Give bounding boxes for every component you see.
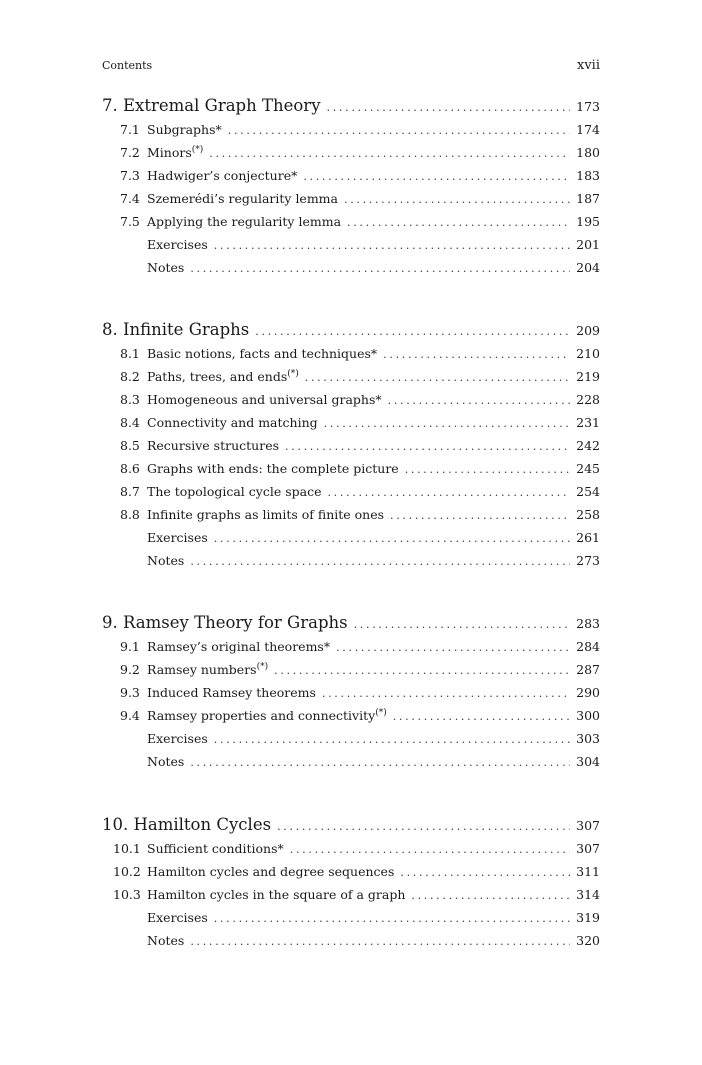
leader-dots — [214, 912, 570, 925]
chapter-title: 9. Ramsey Theory for Graphs — [102, 613, 348, 632]
toc-section[interactable] — [102, 214, 600, 237]
section-number: 8.5 — [120, 438, 140, 453]
section-title: Szemerédi’s regularity lemma — [147, 191, 338, 206]
toc-section[interactable] — [102, 369, 600, 392]
section-page: 311 — [576, 864, 600, 879]
toc-section[interactable] — [102, 864, 600, 887]
section-page: 300 — [576, 708, 600, 723]
section-number: 8.4 — [120, 415, 140, 430]
chapter-heading[interactable] — [102, 613, 600, 639]
leader-dots — [228, 124, 570, 137]
exercises-page: 201 — [576, 237, 600, 252]
chapter-page: 283 — [576, 616, 600, 631]
leader-dots — [411, 889, 570, 902]
exercises-title: Exercises — [147, 530, 208, 545]
section-page: 187 — [576, 191, 600, 206]
section-number: 9.1 — [120, 639, 140, 654]
toc-exercises[interactable] — [102, 530, 600, 553]
chapter-10 — [102, 815, 600, 956]
exercises-page: 261 — [576, 530, 600, 545]
toc-section[interactable] — [102, 507, 600, 530]
section-title: Ramsey’s original theorems* — [147, 639, 331, 654]
section-title: The topological cycle space — [147, 484, 322, 499]
chapter-heading[interactable] — [102, 320, 600, 346]
leader-dots — [303, 170, 570, 183]
leader-dots — [214, 532, 570, 545]
leader-dots — [354, 618, 571, 631]
section-number: 9.4 — [120, 708, 140, 723]
section-page: 258 — [576, 507, 600, 522]
notes-page: 273 — [576, 553, 600, 568]
toc-section[interactable] — [102, 415, 600, 438]
toc-section[interactable] — [102, 639, 600, 662]
section-page: 228 — [576, 392, 600, 407]
leader-dots — [393, 710, 570, 723]
section-title: Recursive structures — [147, 438, 280, 453]
section-page: 284 — [576, 639, 600, 654]
leader-dots — [400, 866, 570, 879]
section-title: Graphs with ends: the complete picture — [147, 461, 399, 476]
toc-section[interactable] — [102, 685, 600, 708]
section-number: 8.8 — [120, 507, 140, 522]
section-title: Subgraphs* — [147, 122, 222, 137]
notes-page: 204 — [576, 260, 600, 275]
toc-notes[interactable] — [102, 260, 600, 283]
leader-dots — [405, 463, 570, 476]
section-title: Ramsey numbers(*) — [147, 662, 269, 677]
section-page: 174 — [576, 122, 600, 137]
chapter-page: 173 — [576, 99, 600, 114]
section-title: Hamilton cycles and degree sequences — [147, 864, 395, 879]
leader-dots — [344, 193, 570, 206]
section-page: 210 — [576, 346, 600, 361]
section-page: 245 — [576, 461, 600, 476]
section-title: Basic notions, facts and techniques* — [147, 346, 378, 361]
section-number: 7.3 — [120, 168, 140, 183]
toc-notes[interactable] — [102, 553, 600, 576]
leader-dots — [390, 509, 570, 522]
toc-section[interactable] — [102, 461, 600, 484]
leader-dots — [305, 371, 570, 384]
toc-section[interactable] — [102, 841, 600, 864]
exercises-title: Exercises — [147, 910, 208, 925]
section-page: 242 — [576, 438, 600, 453]
section-number: 7.5 — [120, 214, 140, 229]
chapter-heading[interactable] — [102, 96, 600, 122]
leader-dots — [285, 440, 570, 453]
section-page: 195 — [576, 214, 600, 229]
leader-dots — [190, 555, 570, 568]
section-page: 219 — [576, 369, 600, 384]
page-number: xvii — [577, 58, 600, 73]
chapter-title: 10. Hamilton Cycles — [102, 815, 272, 834]
section-page: 183 — [576, 168, 600, 183]
section-number: 8.6 — [120, 461, 140, 476]
leader-dots — [347, 216, 570, 229]
leader-dots — [388, 394, 571, 407]
section-number: 7.4 — [120, 191, 140, 206]
toc-section[interactable] — [102, 191, 600, 214]
toc-notes[interactable] — [102, 754, 600, 777]
section-page: 307 — [576, 841, 600, 856]
leader-dots — [190, 262, 570, 275]
exercises-page: 303 — [576, 731, 600, 746]
notes-title: Notes — [147, 933, 185, 948]
chapter-page: 209 — [576, 323, 600, 338]
leader-dots — [290, 843, 570, 856]
chapter-heading[interactable] — [102, 815, 600, 841]
notes-page: 320 — [576, 933, 600, 948]
toc-section[interactable] — [102, 438, 600, 461]
chapter-title: 8. Infinite Graphs — [102, 320, 250, 339]
toc-section[interactable] — [102, 346, 600, 369]
leader-dots — [277, 820, 570, 833]
leader-dots — [214, 239, 570, 252]
toc-section[interactable] — [102, 708, 600, 731]
toc-section[interactable] — [102, 484, 600, 507]
toc-section[interactable] — [102, 887, 600, 910]
chapter-page: 307 — [576, 818, 600, 833]
section-number: 10.2 — [113, 864, 141, 879]
notes-title: Notes — [147, 553, 185, 568]
notes-title: Notes — [147, 260, 185, 275]
toc-section[interactable] — [102, 168, 600, 191]
section-page: 287 — [576, 662, 600, 677]
section-title: Paths, trees, and ends(*) — [147, 369, 299, 384]
section-number: 9.2 — [120, 662, 140, 677]
exercises-title: Exercises — [147, 237, 208, 252]
section-page: 231 — [576, 415, 600, 430]
leader-dots — [190, 935, 570, 948]
section-number: 8.3 — [120, 392, 140, 407]
chapter-title: 7. Extremal Graph Theory — [102, 96, 321, 115]
toc-section[interactable] — [102, 392, 600, 415]
section-title: Applying the regularity lemma — [147, 214, 342, 229]
section-number: 10.3 — [113, 887, 141, 902]
exercises-page: 319 — [576, 910, 600, 925]
notes-title: Notes — [147, 754, 185, 769]
leader-dots — [209, 147, 570, 160]
running-header-title: Contents — [102, 59, 153, 72]
exercises-title: Exercises — [147, 731, 208, 746]
section-title: Minors(*) — [147, 145, 204, 160]
section-title: Sufficient conditions* — [147, 841, 284, 856]
section-title: Induced Ramsey theorems — [147, 685, 316, 700]
leader-dots — [327, 101, 571, 114]
section-title: Ramsey properties and connectivity(*) — [147, 708, 387, 723]
leader-dots — [383, 348, 570, 361]
toc-section[interactable] — [102, 122, 600, 145]
toc-section[interactable] — [102, 662, 600, 685]
section-number: 8.7 — [120, 484, 140, 499]
leader-dots — [190, 756, 570, 769]
toc-exercises[interactable] — [102, 237, 600, 260]
section-page: 254 — [576, 484, 600, 499]
leader-dots — [327, 486, 570, 499]
leader-dots — [255, 325, 570, 338]
section-number: 7.2 — [120, 145, 140, 160]
chapter-9 — [102, 613, 600, 777]
section-page: 314 — [576, 887, 600, 902]
leader-dots — [336, 641, 570, 654]
section-title: Hadwiger’s conjecture* — [147, 168, 298, 183]
chapter-8 — [102, 320, 600, 576]
leader-dots — [322, 687, 570, 700]
leader-dots — [274, 664, 570, 677]
toc-notes[interactable] — [102, 933, 600, 956]
section-number: 7.1 — [120, 122, 140, 137]
notes-page: 304 — [576, 754, 600, 769]
leader-dots — [324, 417, 571, 430]
chapter-7 — [102, 96, 600, 283]
toc-exercises[interactable] — [102, 731, 600, 754]
section-number: 8.2 — [120, 369, 140, 384]
section-page: 290 — [576, 685, 600, 700]
section-number: 8.1 — [120, 346, 140, 361]
section-number: 9.3 — [120, 685, 140, 700]
section-number: 10.1 — [113, 841, 141, 856]
section-title: Homogeneous and universal graphs* — [147, 392, 382, 407]
section-page: 180 — [576, 145, 600, 160]
section-title: Connectivity and matching — [147, 415, 318, 430]
leader-dots — [214, 733, 570, 746]
running-header — [102, 58, 600, 73]
section-title: Infinite graphs as limits of finite ones — [147, 507, 385, 522]
toc-section[interactable] — [102, 145, 600, 168]
toc-exercises[interactable] — [102, 910, 600, 933]
section-title: Hamilton cycles in the square of a graph — [147, 887, 406, 902]
